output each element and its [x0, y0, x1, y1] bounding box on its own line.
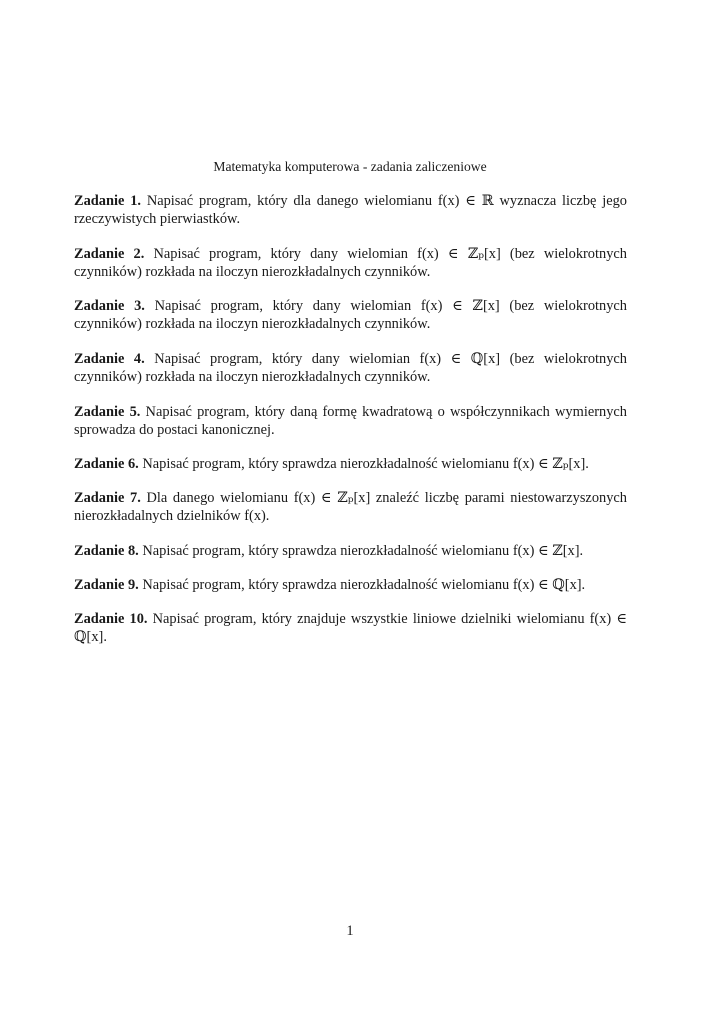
task-text: Napisać program, który sprawdza nierozkładalność wielomianu f(x) ∈ ℤₚ[x]. — [142, 456, 589, 472]
task-5 — [74, 403, 627, 439]
task-label: Zadanie 5. — [74, 404, 141, 420]
task-label: Zadanie 4. — [74, 351, 145, 367]
task-label: Zadanie 1. — [74, 193, 141, 209]
task-text: Napisać program, który dany wielomian f(x) ∈ ℚ[x] (bez wielokrotnych czynników) rozkłada na iloczyn nierozkładalnych czynników. — [74, 351, 627, 385]
task-label: Zadanie 10. — [74, 611, 148, 627]
task-text: Napisać program, który daną formę kwadratową o współczynnikach wymiernych sprowadza do postaci kanonicznej. — [74, 404, 627, 438]
task-label: Zadanie 2. — [74, 246, 145, 262]
task-10 — [74, 610, 627, 646]
task-label: Zadanie 7. — [74, 490, 141, 506]
document-title: Matematyka komputerowa - zadania zaliczeniowe — [213, 159, 487, 174]
task-7 — [74, 489, 627, 525]
task-3 — [74, 297, 627, 333]
task-1 — [74, 192, 627, 228]
task-2 — [74, 245, 627, 281]
task-text: Napisać program, który dany wielomian f(x) ∈ ℤ[x] (bez wielokrotnych czynników) rozkłada na iloczyn nierozkładalnych czynników. — [74, 298, 627, 332]
task-text: Napisać program, który znajduje wszystkie liniowe dzielniki wielomianu f(x) ∈ ℚ[x]. — [74, 611, 627, 645]
task-text: Napisać program, który dany wielomian f(x) ∈ ℤₚ[x] (bez wielokrotnych czynników) rozkłada na iloczyn nierozkładalnych czynników. — [74, 246, 627, 280]
task-label: Zadanie 8. — [74, 543, 139, 559]
task-4 — [74, 350, 627, 386]
task-text: Napisać program, który sprawdza nierozkładalność wielomianu f(x) ∈ ℚ[x]. — [142, 577, 586, 593]
task-label: Zadanie 9. — [74, 577, 139, 593]
task-6 — [74, 455, 627, 473]
task-8 — [74, 542, 627, 560]
page-number: 1 — [346, 923, 354, 939]
task-9 — [74, 576, 627, 594]
task-text: Dla danego wielomianu f(x) ∈ ℤₚ[x] znaleźć liczbę parami niestowarzyszonych nierozkładalnych dzielników f(x). — [74, 490, 627, 524]
task-text: Napisać program, który dla danego wielomianu f(x) ∈ ℝ wyznacza liczbę jego rzeczywistych pierwiastków. — [74, 193, 627, 227]
task-label: Zadanie 6. — [74, 456, 139, 472]
task-text: Napisać program, który sprawdza nierozkładalność wielomianu f(x) ∈ ℤ[x]. — [142, 543, 584, 559]
task-label: Zadanie 3. — [74, 298, 145, 314]
